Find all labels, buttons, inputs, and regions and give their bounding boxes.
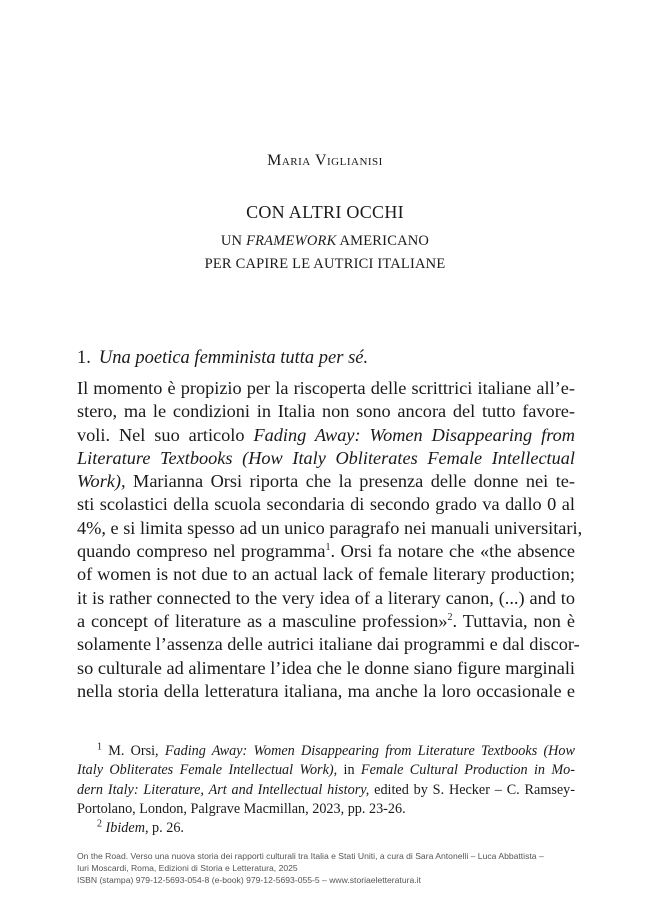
subtitle-suffix: AMERICANO	[336, 233, 430, 249]
chapter-subtitle-line1	[0, 233, 650, 250]
chapter-subtitle-line2: PER CAPIRE LE AUTRICI ITALIANE	[204, 256, 446, 272]
body-paragraph	[77, 377, 583, 703]
footnote-title-italic: dern Italy: Literature, Art and Intellectual history,	[77, 781, 370, 798]
body-line	[77, 424, 575, 447]
footnote-ref-1: 1	[325, 541, 331, 553]
body-line: 4%, e si limita spesso ad un unico paragrafo nei manuali universitari,	[77, 517, 583, 538]
body-line: so culturale ad alimentare l’idea che le donne siano figure marginali	[77, 657, 575, 678]
footnote-1-line	[77, 761, 575, 780]
colophon-line: Iuri Moscardi, Roma, Edizioni di Storia e Letteratura, 2025	[77, 863, 298, 873]
footnote-number-2: 2	[97, 818, 102, 830]
footnote-title-italic: Italy Obliterates Female Intellectual Work),	[77, 762, 338, 779]
footnote-text: in	[337, 762, 361, 779]
body-line: nella storia della letteratura italiana, ma anche la loro occasionale e	[77, 680, 575, 701]
colophon	[77, 850, 575, 886]
body-text-run: Marianna Orsi riporta che la presenza delle donne nei te-	[125, 471, 575, 492]
article-title-italic: Fading Away: Women Disappearing from	[253, 424, 575, 445]
colophon-line: ISBN (stampa) 979-12-5693-054-8 (e-book) 979-12-5693-055-5 – www.storiaeletteratura.it	[77, 875, 421, 885]
body-line: sti scolastici della scuola secondaria di secondo grado va dallo 0 al	[77, 494, 575, 515]
footnote-text: , p. 26.	[144, 820, 184, 837]
author-name: Maria Viglianisi	[267, 152, 383, 169]
body-line	[77, 470, 575, 493]
subtitle-prefix: UN	[220, 233, 247, 249]
section-title: Una poetica femminista tutta per sé.	[98, 348, 369, 368]
body-line: solamente l’assenza delle autrici italiane dai programmi e dal discor-	[77, 634, 580, 655]
body-text-run: quando compreso nel programma	[77, 541, 326, 562]
body-line: Il momento è propizio per la riscoperta delle scrittrici italiane all’e-	[77, 378, 575, 398]
footnote-title-italic: Fading Away: Women Disappearing from Literature Textbooks (How	[164, 743, 575, 759]
footnote-number-1: 1	[97, 741, 102, 753]
body-line	[77, 447, 575, 470]
body-line: it is rather connected to the very idea of a literary canon, (...) and to	[77, 587, 575, 608]
body-text-run: . Orsi fa notare che «the absence	[330, 541, 575, 562]
footnote-1-line: Portolano, London, Palgrave Macmillan, 2023, pp. 23-26.	[77, 800, 406, 817]
chapter-title: CON ALTRI OCCHI	[246, 202, 404, 222]
footnote-1-line	[77, 742, 575, 761]
footnote-title-italic: Female Cultural Production in Mo-	[360, 762, 575, 779]
article-title-italic: Work),	[77, 471, 126, 492]
article-title-italic: Literature Textbooks (How Italy Obliterates Female Intellectual	[77, 447, 575, 468]
footnote-text: M. Orsi,	[102, 743, 165, 759]
body-line	[77, 540, 575, 563]
footnote-1-line	[77, 781, 575, 800]
subtitle-framework: FRAMEWORK	[246, 233, 337, 249]
section-heading	[77, 348, 368, 369]
footnote-ref-2: 2	[447, 611, 453, 623]
footnote-2-line	[77, 819, 575, 838]
body-line: stero, ma le condizioni in Italia non sono ancora del tutto favore-	[77, 401, 575, 422]
body-line	[77, 610, 575, 633]
footnotes	[77, 742, 575, 838]
section-number: 1.	[77, 348, 91, 368]
footnote-text: edited by S. Hecker – C. Ramsey-	[369, 781, 575, 798]
colophon-line: On the Road. Verso una nuova storia dei rapporti culturali tra Italia e Stati Uniti, a cura di Sara Antonelli – Luca Abbattista –	[77, 851, 544, 861]
footnote-title-italic: Ibidem	[105, 820, 145, 837]
body-line: of women is not due to an actual lack of female literary production;	[77, 564, 575, 585]
body-text-run: . Tuttavia, non è	[452, 610, 575, 631]
body-text-run: a concept of literature as a masculine profession»	[77, 610, 448, 631]
body-text-run: voli. Nel suo articolo	[77, 424, 254, 445]
